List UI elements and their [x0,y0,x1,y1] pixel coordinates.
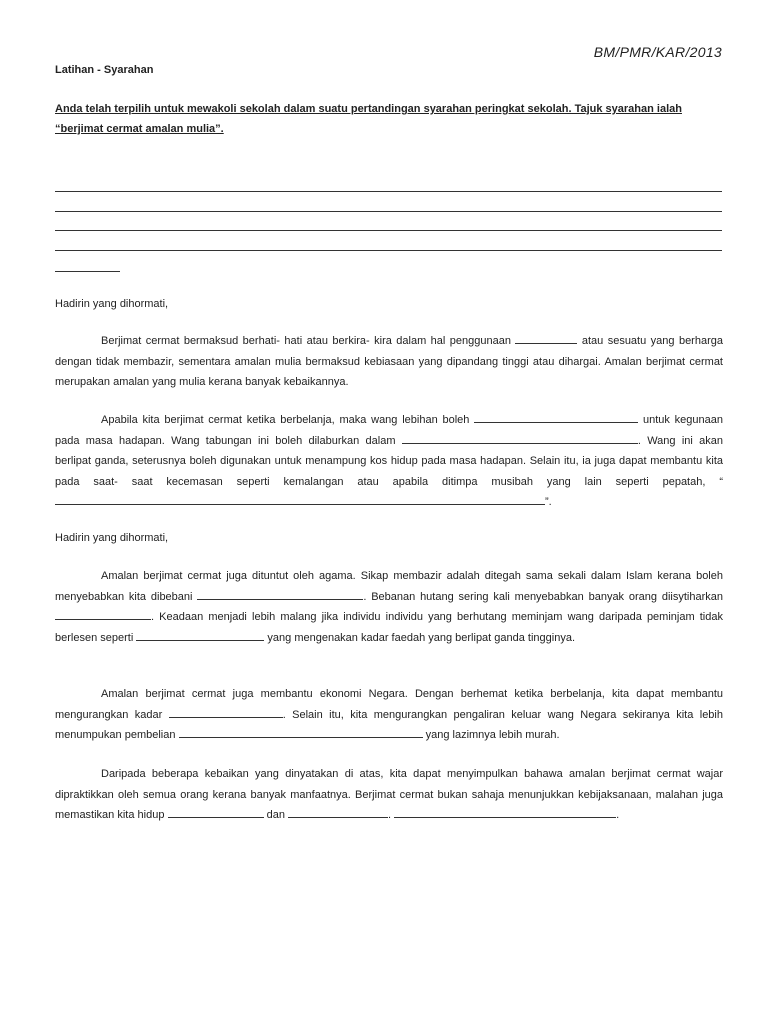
fill-blank[interactable] [55,609,151,620]
p2-text-c: . Wang ini akan berlipat ganda, seterusnya boleh digunakan untuk menampung kos hidup pada masa hadapan. Selain itu, ia juga dapat membantu kita pada saat- saat kecemasan seperti kemalangan atau apabila ditimpa musibah yang lain seperti pepatah, [55,434,723,488]
greeting: Hadirin yang dihormati, [55,298,169,310]
p4-text-a: Amalan berjimat cermat juga membantu ekonomi Negara. Dengan berhemat ketika berbelanja, kita dapat membantu mengurangkan kadar [55,688,723,721]
p3-text-b: . Bebanan hutang sering kali menyebabkan banyak orang diisytiharkan [363,590,723,603]
answer-line[interactable] [55,250,722,251]
p4-text-b: . Selain itu, kita mengurangkan pengaliran keluar wang Negara sekiranya kita lebih menumpukan pembelian [55,708,723,741]
p4-text-c: yang lazimnya lebih murah. [425,729,560,741]
fill-blank[interactable] [197,589,363,600]
paragraph-5 [55,764,723,826]
task-line-1: Anda telah terpilih untuk mewakoli sekolah dalam suatu pertandingan syarahan peringkat sekolah. Tajuk syarahan ialah [55,103,682,115]
p2-text-a: Apabila kita berjimat cermat ketika berbelanja, maka wang lebihan boleh [101,414,470,426]
task-line-2: “berjimat cermat amalan mulia”. [55,123,224,135]
answer-line[interactable] [55,271,120,272]
p2-text-b: untuk kegunaan pada masa hadapan. Wang tabungan ini boleh dilaburkan dalam [55,414,724,447]
fill-blank[interactable] [474,412,638,423]
p5-text-c: . [388,809,392,821]
fill-blank[interactable] [169,707,283,718]
page-title: Latihan - Syarahan [55,64,154,76]
paragraph-3 [55,566,723,648]
p2-close-quote: ”. [545,496,552,508]
answer-line[interactable] [55,230,722,231]
p5-text-d: . [616,809,620,821]
p5-text-b: dan [266,809,285,821]
task-instruction [55,99,725,139]
fill-blank[interactable] [515,333,577,344]
answer-line[interactable] [55,211,722,212]
paragraph-4 [55,684,723,746]
paragraph-2 [55,410,723,513]
paragraph-1 [55,331,723,393]
fill-blank[interactable] [136,630,264,641]
p3-text-a: Amalan berjimat cermat juga dituntut oleh agama. Sikap membazir adalah ditegah sama sekali dalam Islam kerana boleh menyebabkan kita dibebani [55,570,723,603]
document-code: BM/PMR/KAR/2013 [593,44,722,60]
answer-line[interactable] [55,191,722,192]
p2-open-quote: “ [719,475,723,488]
p3-text-d: yang mengenakan kadar faedah yang berlipat ganda tingginya. [267,631,576,644]
fill-blank[interactable] [288,807,388,818]
fill-blank[interactable] [402,433,638,444]
fill-blank[interactable] [179,727,423,738]
greeting: Hadirin yang dihormati, [55,532,169,544]
fill-blank-pepatah[interactable] [55,494,545,505]
p3-text-c: . Keadaan menjadi lebih malang jika individu individu yang berhutang meminjam wang daripada peminjam tidak berlesen seperti [55,611,723,644]
fill-blank[interactable] [394,807,616,818]
fill-blank[interactable] [168,807,264,818]
p5-text-a: Daripada beberapa kebaikan yang dinyatakan di atas, kita dapat menyimpulkan bahawa amalan berjimat cermat wajar dipraktikkan oleh semua orang kerana banyak manfaatnya. Berjimat cermat bukan sahaja menunjukkan kebijaksanaan, malahan juga memastikan kita hidup [55,768,723,821]
p1-text-a: Berjimat cermat bermaksud berhati- hati atau berkira- kira dalam hal penggunaan [101,335,511,347]
p1-text-b: atau sesuatu yang berharga dengan tidak membazir, sementara amalan mulia bermaksud kebiasaan yang dipandang tinggi atau dihargai. Amalan berjimat cermat merupakan amalan yang mulia kerana banyak kebaikannya. [55,335,723,388]
